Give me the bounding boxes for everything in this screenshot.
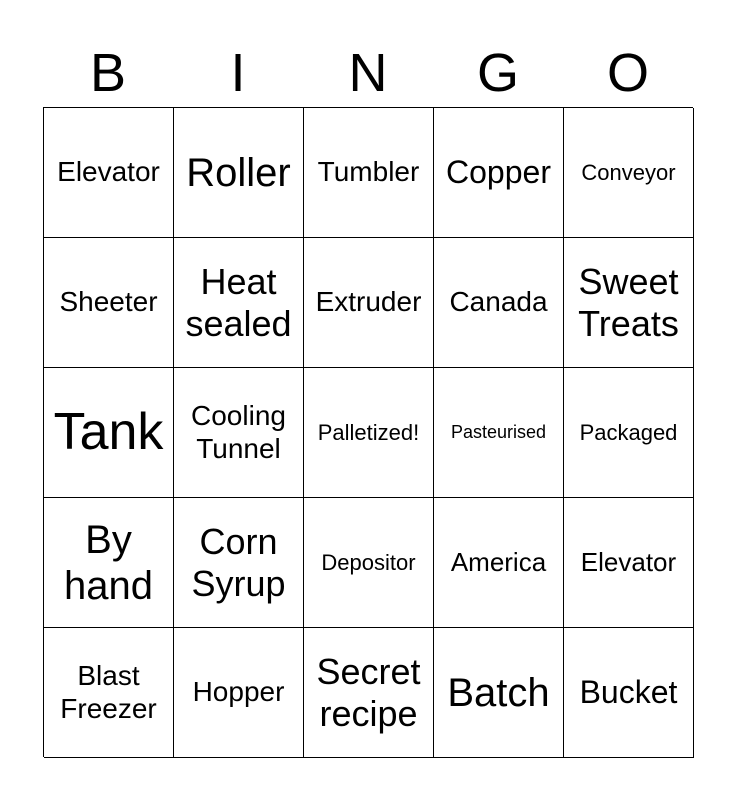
cell-label: Elevator	[57, 156, 160, 188]
header-letter-n: N	[348, 43, 388, 103]
cell-label: Sweet Treats	[578, 261, 679, 344]
cell-label: Pasteurised	[450, 422, 547, 443]
cell-label: Packaged	[579, 419, 678, 445]
bingo-cell[interactable]	[304, 108, 434, 238]
cell-label: Tank	[53, 402, 164, 461]
cell-label: Heat sealed	[185, 261, 292, 344]
cell-label: Secret recipe	[316, 651, 421, 734]
bingo-cell[interactable]	[304, 368, 434, 498]
cell-label: Elevator	[580, 546, 677, 577]
cell-label: Tumbler	[317, 156, 420, 188]
bingo-cell[interactable]	[434, 628, 564, 758]
cell-label: Roller	[186, 150, 291, 195]
bingo-board	[43, 107, 693, 757]
cell-label: Sheeter	[59, 286, 158, 318]
bingo-header	[43, 40, 693, 106]
cell-label: Copper	[446, 154, 551, 191]
bingo-cell[interactable]	[564, 368, 694, 498]
bingo-cell[interactable]	[434, 108, 564, 238]
cell-label: Cooling Tunnel	[191, 400, 286, 464]
cell-label: Corn Syrup	[191, 521, 286, 604]
cell-label: Bucket	[579, 674, 678, 711]
cell-label: Batch	[447, 670, 550, 715]
cell-label: Extruder	[315, 286, 422, 318]
bingo-cell[interactable]	[44, 368, 174, 498]
bingo-cell[interactable]	[434, 498, 564, 628]
cell-label: By hand	[64, 517, 153, 608]
bingo-cell[interactable]	[174, 108, 304, 238]
bingo-cell[interactable]	[304, 628, 434, 758]
bingo-cell[interactable]	[564, 628, 694, 758]
bingo-cell[interactable]	[434, 238, 564, 368]
header-letter-i: I	[230, 43, 246, 103]
bingo-cell[interactable]	[44, 238, 174, 368]
bingo-cell[interactable]	[174, 238, 304, 368]
header-letter-g: G	[476, 43, 519, 103]
bingo-cell[interactable]	[564, 498, 694, 628]
bingo-cell[interactable]	[174, 368, 304, 498]
cell-label: Canada	[449, 286, 548, 318]
bingo-cell[interactable]	[564, 108, 694, 238]
cell-label: America	[450, 546, 547, 577]
bingo-cell[interactable]	[304, 498, 434, 628]
bingo-cell[interactable]	[44, 628, 174, 758]
header-letter-o: O	[606, 43, 649, 103]
bingo-cell[interactable]	[44, 498, 174, 628]
cell-label: Blast Freezer	[60, 660, 157, 724]
bingo-cell[interactable]	[174, 628, 304, 758]
bingo-cell[interactable]	[434, 368, 564, 498]
bingo-cell[interactable]	[174, 498, 304, 628]
cell-label: Hopper	[192, 676, 285, 708]
cell-label: Palletized!	[317, 419, 420, 445]
bingo-cell[interactable]	[304, 238, 434, 368]
bingo-cell[interactable]	[44, 108, 174, 238]
bingo-cell[interactable]	[564, 238, 694, 368]
cell-label: Conveyor	[581, 159, 676, 185]
cell-label: Depositor	[321, 549, 416, 575]
header-letter-b: B	[89, 43, 127, 103]
